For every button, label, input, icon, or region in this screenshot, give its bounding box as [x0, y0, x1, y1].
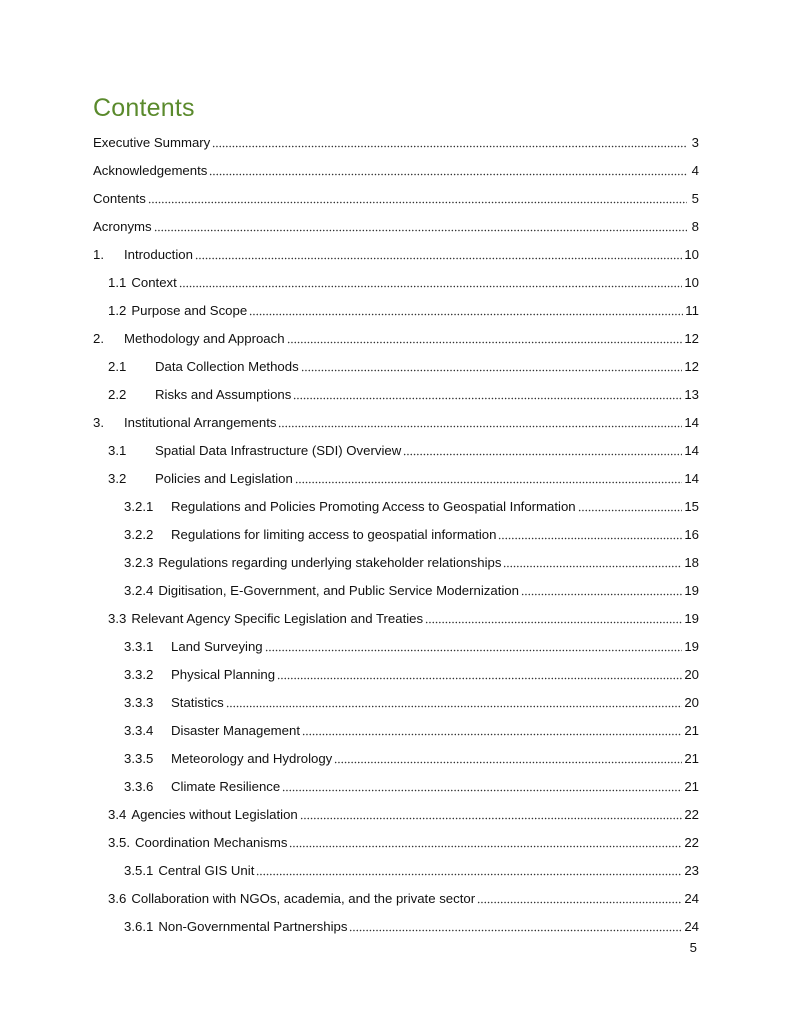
toc-entry-number: 3. — [93, 414, 104, 430]
dot-leader — [349, 922, 682, 934]
toc-entry-number: 3.2.3 — [124, 554, 154, 570]
toc-entry[interactable] — [93, 716, 699, 744]
toc-entry[interactable] — [93, 520, 699, 548]
toc-entry-page: 12 — [684, 358, 699, 374]
toc-entry-number: 3.5.1 — [124, 862, 154, 878]
dot-leader — [209, 166, 687, 178]
toc-entry-label: Coordination Mechanisms — [135, 834, 288, 850]
toc-entry-label: Policies and Legislation — [155, 470, 293, 486]
toc-entry[interactable] — [93, 408, 699, 436]
dot-leader — [300, 810, 683, 822]
toc-entry-number: 3.2 — [108, 470, 127, 486]
dot-leader — [278, 418, 682, 430]
toc-entry[interactable] — [93, 436, 699, 464]
toc-entry-label: Executive Summary — [93, 134, 211, 150]
page-number: 5 — [689, 940, 697, 955]
toc-entry-number: 3.5. — [108, 834, 130, 850]
toc-entry-number: 3.2.4 — [124, 582, 154, 598]
toc-entry-label: Land Surveying — [171, 638, 263, 654]
toc-entry[interactable] — [93, 884, 699, 912]
toc-entry[interactable] — [93, 380, 699, 408]
toc-entry-page: 22 — [684, 834, 699, 850]
toc-entry-page: 18 — [684, 554, 699, 570]
toc-entry-number: 3.1 — [108, 442, 127, 458]
toc-entry[interactable] — [93, 632, 699, 660]
toc-entry-label: Data Collection Methods — [155, 358, 299, 374]
toc-entry-page: 20 — [684, 666, 699, 682]
toc-entry-label: Climate Resilience — [171, 778, 281, 794]
toc-entry-page: 11 — [685, 302, 699, 318]
toc-entry-number: 3.2.2 — [124, 526, 154, 542]
toc-entry-number: 1.2 — [108, 302, 127, 318]
toc-entry-number: 1. — [93, 246, 104, 262]
toc-entry[interactable] — [93, 688, 699, 716]
toc-entry[interactable] — [93, 324, 699, 352]
toc-entry-label: Collaboration with NGOs, academia, and the private sector — [131, 890, 476, 906]
table-of-contents — [93, 128, 699, 940]
toc-entry[interactable] — [93, 156, 699, 184]
toc-entry-label: Introduction — [124, 246, 193, 262]
toc-entry-label: Statistics — [171, 694, 224, 710]
toc-entry-page: 12 — [684, 330, 699, 346]
toc-entry-page: 21 — [684, 778, 699, 794]
toc-entry-page: 20 — [684, 694, 699, 710]
toc-entry-number: 3.3 — [108, 610, 127, 626]
toc-entry-label: Digitisation, E-Government, and Public Service Modernization — [158, 582, 519, 598]
toc-entry[interactable] — [93, 828, 699, 856]
toc-entry-page: 24 — [684, 890, 699, 906]
toc-entry-label: Relevant Agency Specific Legislation and Treaties — [131, 610, 424, 626]
toc-entry[interactable] — [93, 548, 699, 576]
dot-leader — [293, 390, 682, 402]
dot-leader — [425, 614, 682, 626]
toc-entry[interactable] — [93, 492, 699, 520]
toc-entry[interactable] — [93, 660, 699, 688]
toc-entry-page: 22 — [684, 806, 699, 822]
toc-entry-label: Spatial Data Infrastructure (SDI) Overview — [155, 442, 402, 458]
toc-entry-number: 3.6.1 — [124, 918, 154, 934]
toc-entry-label: Disaster Management — [171, 722, 301, 738]
toc-entry-number: 3.3.6 — [124, 778, 154, 794]
toc-entry-number: 3.6 — [108, 890, 127, 906]
dot-leader — [256, 866, 682, 878]
toc-entry[interactable] — [93, 268, 699, 296]
toc-entry-label: Non-Governmental Partnerships — [158, 918, 348, 934]
toc-entry-number: 2. — [93, 330, 104, 346]
toc-entry-label: Risks and Assumptions — [155, 386, 292, 402]
dot-leader — [403, 446, 682, 458]
dot-leader — [148, 194, 687, 206]
dot-leader — [249, 306, 683, 318]
toc-entry-number: 2.2 — [108, 386, 127, 402]
toc-entry[interactable] — [93, 184, 699, 212]
toc-entry-label: Acronyms — [93, 218, 152, 234]
toc-entry[interactable] — [93, 772, 699, 800]
toc-entry-page: 14 — [684, 470, 699, 486]
toc-entry[interactable] — [93, 464, 699, 492]
toc-entry[interactable] — [93, 912, 699, 940]
toc-entry-number: 3.3.5 — [124, 750, 154, 766]
toc-entry-number: 3.3.4 — [124, 722, 154, 738]
toc-entry-page: 13 — [684, 386, 699, 402]
toc-entry[interactable] — [93, 296, 699, 324]
toc-entry-number: 3.2.1 — [124, 498, 154, 514]
toc-entry-number: 3.3.3 — [124, 694, 154, 710]
toc-entry[interactable] — [93, 744, 699, 772]
toc-entry-label: Contents — [93, 190, 146, 206]
toc-entry-page: 15 — [684, 498, 699, 514]
toc-entry-label: Context — [131, 274, 177, 290]
toc-entry[interactable] — [93, 212, 699, 240]
dot-leader — [179, 278, 683, 290]
dot-leader — [477, 894, 682, 906]
toc-entry-page: 19 — [684, 638, 699, 654]
dot-leader — [302, 726, 682, 738]
toc-entry-page: 21 — [684, 750, 699, 766]
toc-entry-page: 16 — [684, 526, 699, 542]
dot-leader — [498, 530, 682, 542]
toc-entry-page: 21 — [684, 722, 699, 738]
dot-leader — [226, 698, 683, 710]
toc-entry-page: 14 — [684, 414, 699, 430]
dot-leader — [277, 670, 682, 682]
toc-entry-label: Acknowledgements — [93, 162, 208, 178]
toc-entry[interactable] — [93, 856, 699, 884]
toc-entry-number: 2.1 — [108, 358, 127, 374]
toc-entry-label: Regulations and Policies Promoting Access to Geospatial Information — [171, 498, 576, 514]
toc-entry-label: Methodology and Approach — [124, 330, 285, 346]
dot-leader — [295, 474, 683, 486]
toc-entry-label: Regulations for limiting access to geospatial information — [171, 526, 497, 542]
dot-leader — [521, 586, 682, 598]
toc-entry-page: 24 — [684, 918, 699, 934]
toc-entry-label: Purpose and Scope — [131, 302, 248, 318]
toc-entry-label: Agencies without Legislation — [131, 806, 298, 822]
toc-entry[interactable] — [93, 352, 699, 380]
dot-leader — [195, 250, 682, 262]
toc-entry-label: Regulations regarding underlying stakeholder relationships — [158, 554, 502, 570]
toc-entry-page: 4 — [691, 162, 699, 178]
toc-entry-page: 19 — [684, 610, 699, 626]
toc-entry-label: Physical Planning — [171, 666, 276, 682]
dot-leader — [503, 558, 682, 570]
toc-entry[interactable] — [93, 128, 699, 156]
toc-entry[interactable] — [93, 800, 699, 828]
toc-entry-page: 19 — [684, 582, 699, 598]
toc-entry-page: 14 — [684, 442, 699, 458]
toc-entry-number: 3.4 — [108, 806, 127, 822]
toc-entry-page: 23 — [684, 862, 699, 878]
toc-entry-label: Institutional Arrangements — [124, 414, 277, 430]
toc-entry-label: Central GIS Unit — [158, 862, 255, 878]
dot-leader — [212, 138, 687, 150]
dot-leader — [265, 642, 683, 654]
toc-entry[interactable] — [93, 604, 699, 632]
toc-entry[interactable] — [93, 240, 699, 268]
page-title: Contents — [93, 94, 195, 122]
toc-entry-number: 3.3.1 — [124, 638, 154, 654]
toc-entry-page: 3 — [691, 134, 699, 150]
toc-entry-page: 10 — [684, 246, 699, 262]
dot-leader — [282, 782, 682, 794]
dot-leader — [578, 502, 683, 514]
toc-entry-number: 3.3.2 — [124, 666, 154, 682]
dot-leader — [154, 222, 687, 234]
toc-entry-label: Meteorology and Hydrology — [171, 750, 333, 766]
dot-leader — [287, 334, 683, 346]
dot-leader — [334, 754, 682, 766]
toc-entry-number: 1.1 — [108, 274, 127, 290]
toc-entry-page: 8 — [691, 218, 699, 234]
dot-leader — [301, 362, 683, 374]
toc-entry[interactable] — [93, 576, 699, 604]
toc-entry-page: 10 — [684, 274, 699, 290]
dot-leader — [289, 838, 682, 850]
toc-entry-page: 5 — [691, 190, 699, 206]
